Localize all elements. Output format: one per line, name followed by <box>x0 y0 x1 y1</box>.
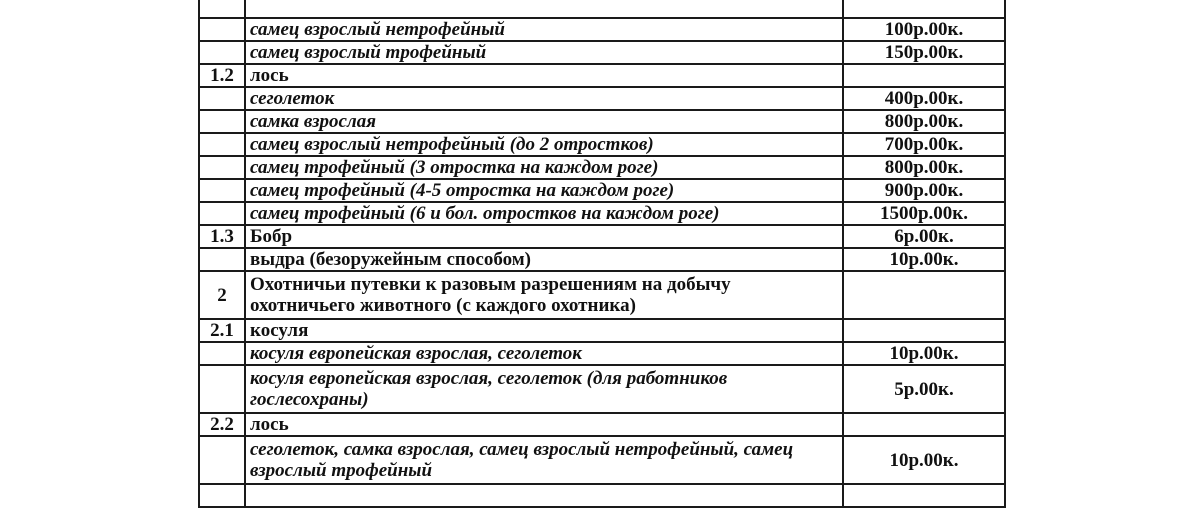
price-cell: 150р.00к. <box>843 41 1005 64</box>
table-row <box>199 202 1005 225</box>
item-name-cell: выдра (безоружейным способом) <box>245 248 843 271</box>
row-number-cell: 2.1 <box>199 319 245 342</box>
row-number-cell <box>199 0 245 18</box>
row-number-cell <box>199 18 245 41</box>
item-name-cell: самка взрослая <box>245 110 843 133</box>
table-row <box>199 87 1005 110</box>
item-name-cell: Охотничьи путевки к разовым разрешениям на добычу охотничьего животного (с каждого охотника) <box>245 271 843 319</box>
table-row <box>199 342 1005 365</box>
item-name-cell: самец взрослый нетрофейный <box>245 18 843 41</box>
item-name-cell: лось <box>245 64 843 87</box>
price-cell <box>843 271 1005 319</box>
table-row <box>199 110 1005 133</box>
row-number-cell: 2 <box>199 271 245 319</box>
price-table <box>198 0 1006 508</box>
price-cell: 100р.00к. <box>843 18 1005 41</box>
price-cell <box>843 484 1005 507</box>
price-cell: 800р.00к. <box>843 110 1005 133</box>
row-number-cell <box>199 365 245 413</box>
price-cell: 1500р.00к. <box>843 202 1005 225</box>
row-number-cell <box>199 110 245 133</box>
item-name-cell: сеголеток, самка взрослая, самец взрослый нетрофейный, самец взрослый трофейный <box>245 436 843 484</box>
row-number-cell <box>199 342 245 365</box>
price-cell: 400р.00к. <box>843 87 1005 110</box>
table-row <box>199 436 1005 484</box>
table-row <box>199 179 1005 202</box>
price-cell: 6р.00к. <box>843 225 1005 248</box>
item-name-cell: самец трофейный (4-5 отростка на каждом роге) <box>245 179 843 202</box>
price-cell: 10р.00к. <box>843 342 1005 365</box>
row-number-cell <box>199 484 245 507</box>
item-name-cell: самец трофейный (6 и бол. отростков на каждом роге) <box>245 202 843 225</box>
item-name-cell: сеголеток <box>245 87 843 110</box>
table-row <box>199 64 1005 87</box>
price-cell <box>843 319 1005 342</box>
item-name-cell: самец трофейный (3 отростка на каждом роге) <box>245 156 843 179</box>
row-number-cell: 2.2 <box>199 413 245 436</box>
table-row <box>199 365 1005 413</box>
table-row <box>199 319 1005 342</box>
row-number-cell <box>199 41 245 64</box>
item-name-cell <box>245 0 843 18</box>
price-cell: 800р.00к. <box>843 156 1005 179</box>
item-name-cell: косуля европейская взрослая, сеголеток (для работников гослесохраны) <box>245 365 843 413</box>
row-number-cell: 1.2 <box>199 64 245 87</box>
row-number-cell <box>199 87 245 110</box>
price-cell: 700р.00к. <box>843 133 1005 156</box>
table-row <box>199 41 1005 64</box>
row-number-cell <box>199 248 245 271</box>
row-number-cell: 1.3 <box>199 225 245 248</box>
table-row <box>199 248 1005 271</box>
price-cell: 10р.00к. <box>843 248 1005 271</box>
price-cell <box>843 64 1005 87</box>
table-row <box>199 18 1005 41</box>
item-name-cell: косуля европейская взрослая, сеголеток <box>245 342 843 365</box>
item-name-cell <box>245 484 843 507</box>
row-number-cell <box>199 156 245 179</box>
item-name-cell: самец взрослый нетрофейный (до 2 отростков) <box>245 133 843 156</box>
table-row <box>199 225 1005 248</box>
price-table-body <box>199 0 1005 507</box>
price-cell: 900р.00к. <box>843 179 1005 202</box>
row-number-cell <box>199 133 245 156</box>
table-row <box>199 156 1005 179</box>
table-row <box>199 0 1005 18</box>
table-row <box>199 413 1005 436</box>
price-cell: 10р.00к. <box>843 436 1005 484</box>
table-row <box>199 484 1005 507</box>
price-cell: 5р.00к. <box>843 365 1005 413</box>
row-number-cell <box>199 436 245 484</box>
item-name-cell: самец взрослый трофейный <box>245 41 843 64</box>
item-name-cell: лось <box>245 413 843 436</box>
item-name-cell: косуля <box>245 319 843 342</box>
item-name-cell: Бобр <box>245 225 843 248</box>
price-cell <box>843 0 1005 18</box>
price-cell <box>843 413 1005 436</box>
row-number-cell <box>199 202 245 225</box>
table-row <box>199 133 1005 156</box>
table-row <box>199 271 1005 319</box>
row-number-cell <box>199 179 245 202</box>
